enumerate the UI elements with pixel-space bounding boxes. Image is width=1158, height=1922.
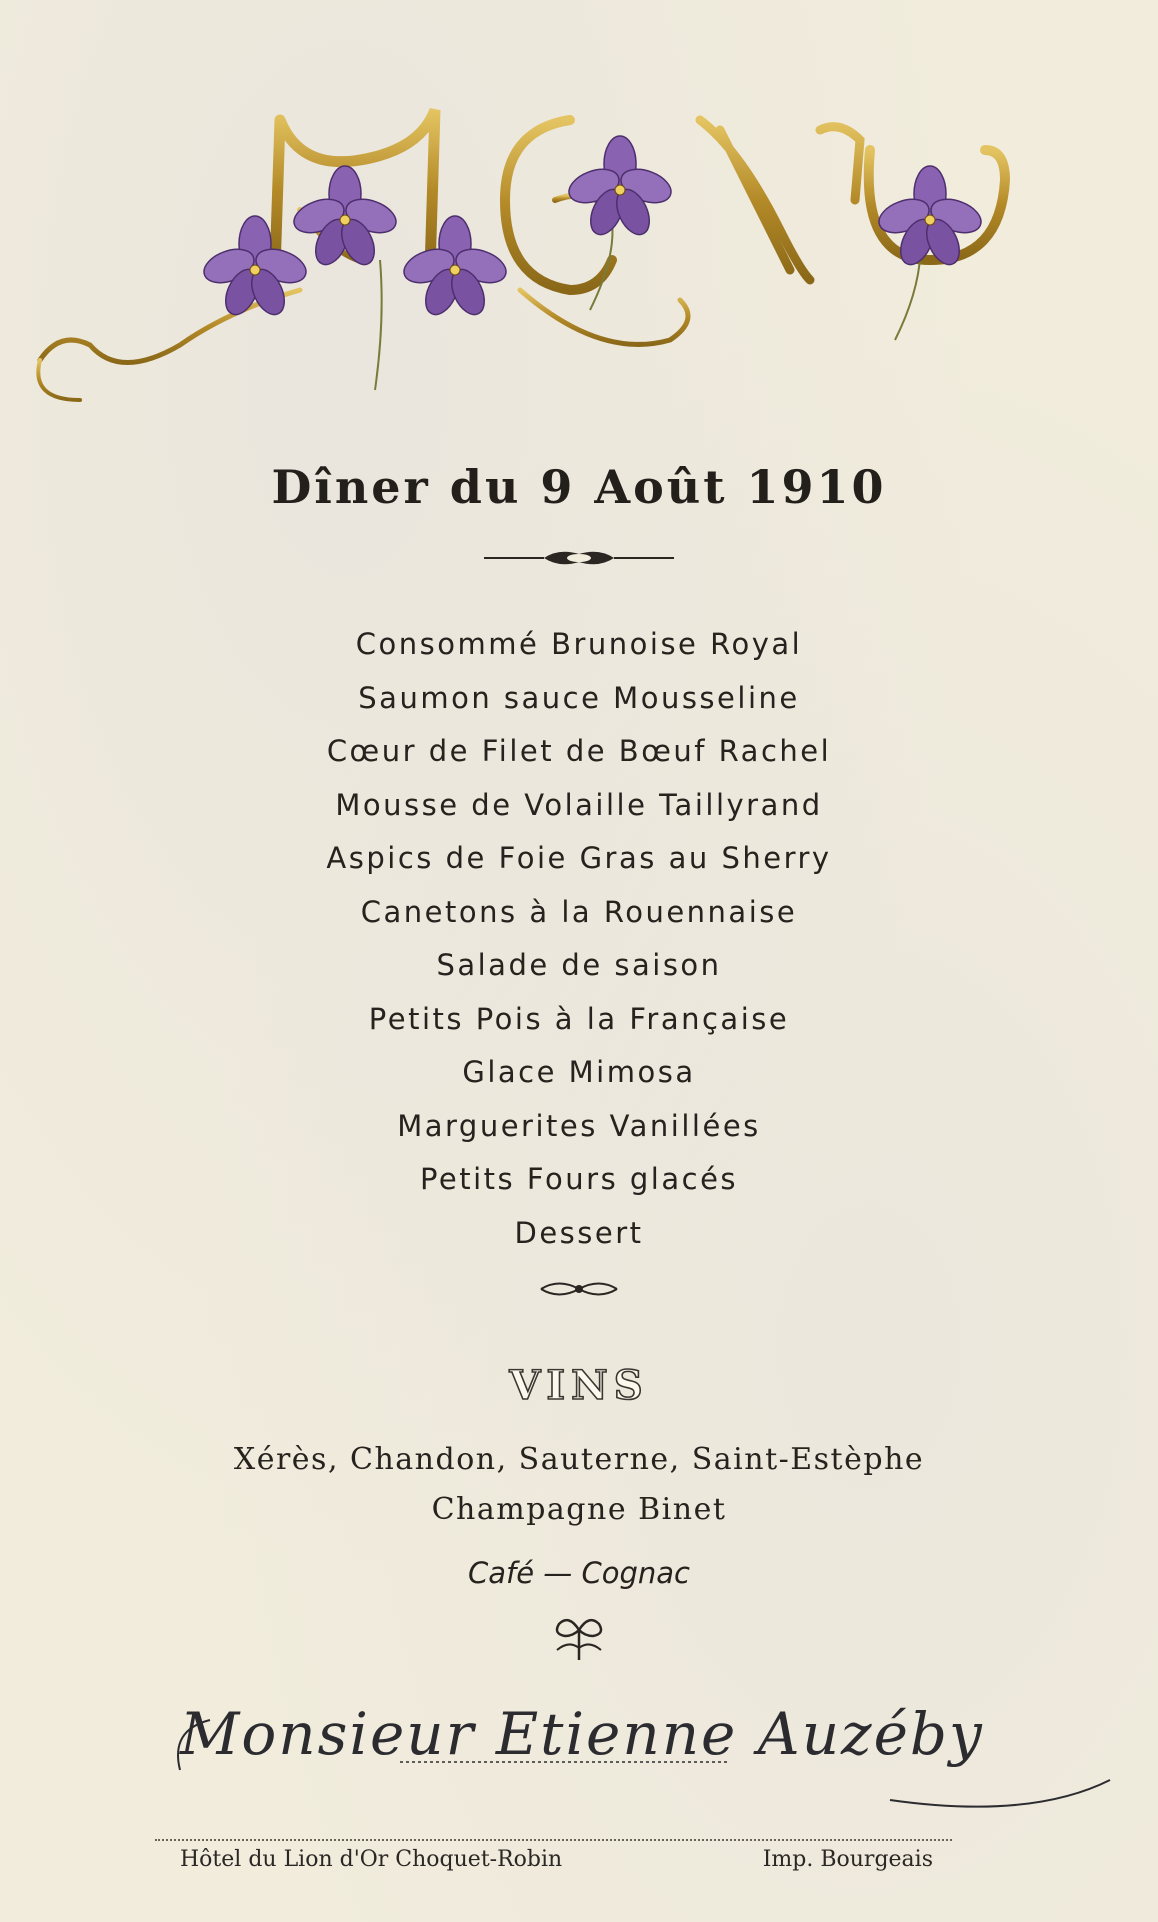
- wines-heading: VINS: [509, 1362, 649, 1409]
- wine-list-line: Champagne Binet: [431, 1492, 727, 1527]
- printer-imprint: Imp. Bourgeais: [762, 1847, 933, 1872]
- course-item: Petits Fours glacés: [419, 1162, 739, 1196]
- footer-rule: [155, 1839, 952, 1841]
- course-item: Petits Pois à la Française: [368, 1001, 790, 1036]
- course-item: Saumon sauce Mousseline: [358, 680, 800, 715]
- course-item: Canetons à la Rouennaise: [360, 894, 798, 929]
- wine-list-line: Xérès, Chandon, Sauterne, Saint-Estèphe: [233, 1442, 925, 1477]
- course-item: Dessert: [514, 1215, 644, 1250]
- course-item: Mousse de Volaille Taillyrand: [335, 787, 823, 822]
- hotel-imprint: Hôtel du Lion d'Or Choquet-Robin: [180, 1847, 563, 1872]
- course-item: Salade de saison: [436, 948, 722, 982]
- course-item: Aspics de Foie Gras au Sherry: [326, 841, 832, 875]
- course-item: Marguerites Vanillées: [397, 1108, 761, 1143]
- course-item: Glace Mimosa: [462, 1055, 696, 1089]
- course-item: Consommé Brunoise Royal: [355, 627, 803, 661]
- fleur-ornament-icon: [539, 1610, 619, 1666]
- scroll-ornament-icon: [484, 546, 674, 570]
- course-item: Cœur de Filet de Bœuf Rachel: [326, 734, 832, 768]
- guest-signature: Monsieur Etienne Auzéby: [180, 1700, 984, 1768]
- menu-heading-illustration: [0, 90, 1158, 470]
- divider-ornament: [0, 546, 1158, 570]
- menu-heading: MENU: [577, 450, 581, 451]
- dinner-title: Dîner du 9 Août 1910: [271, 460, 887, 514]
- divider-ornament: [0, 1610, 1158, 1666]
- floral-ornament-icon: [539, 1276, 619, 1302]
- course-list: [0, 618, 1158, 1260]
- divider-ornament: [0, 1276, 1158, 1302]
- after-dinner-line: Café — Cognac: [467, 1556, 690, 1590]
